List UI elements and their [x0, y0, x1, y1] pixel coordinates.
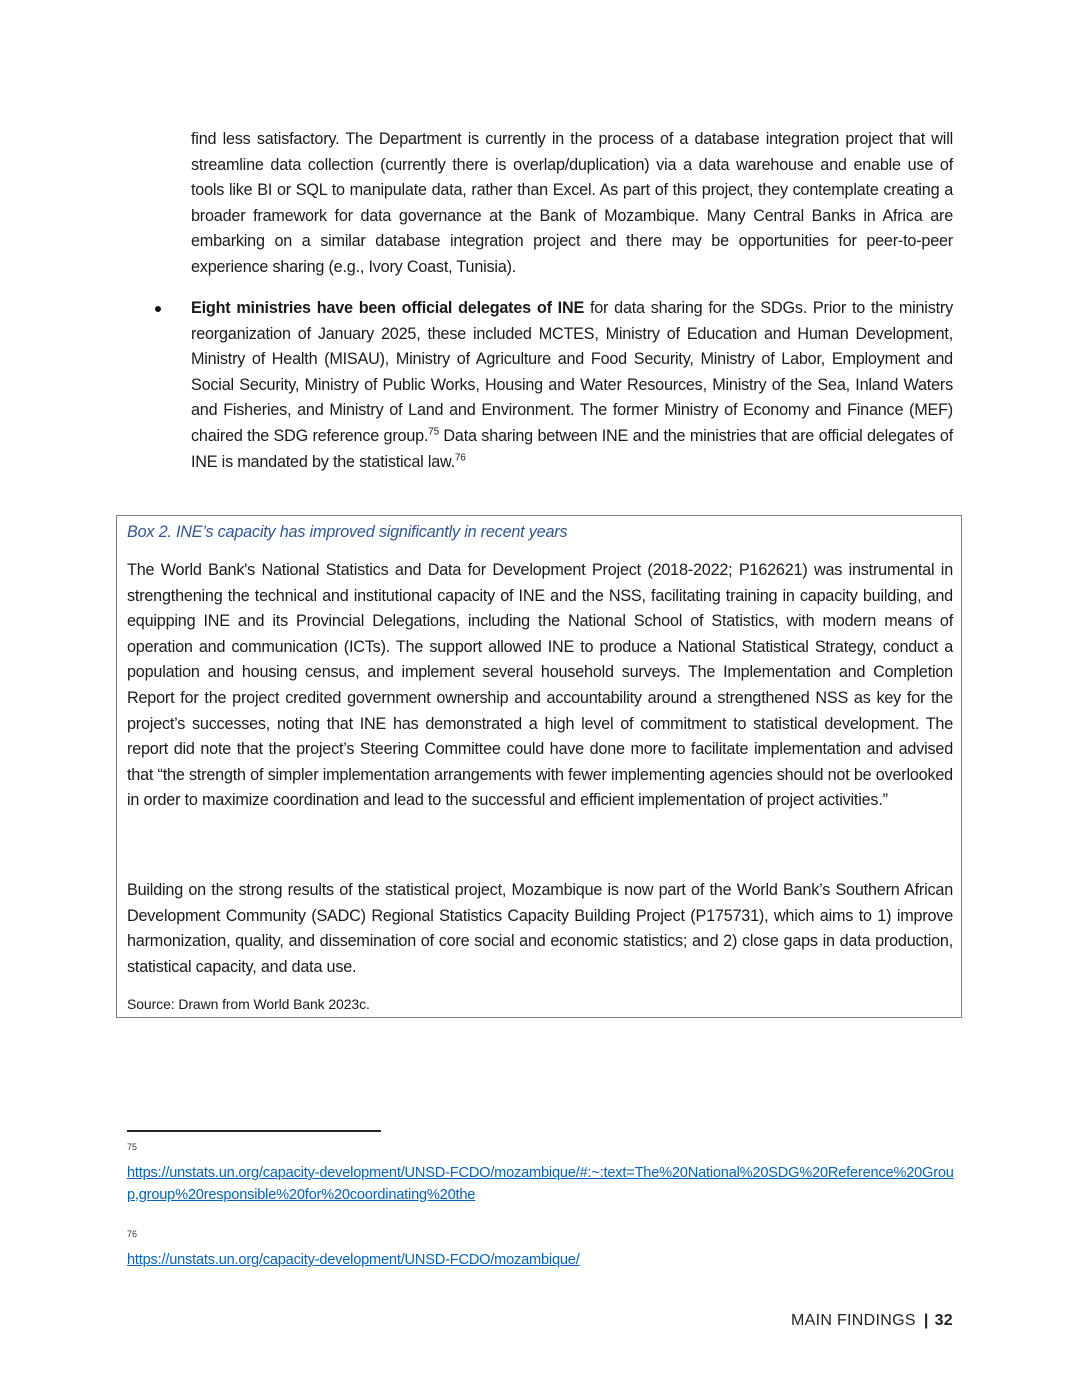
footnote-ref-76[interactable]: 76 — [454, 452, 466, 464]
box-2 — [116, 515, 962, 1018]
bullet-text-part1: for data sharing for the SDGs. Prior to the ministry reorganization of January 2025, these included MCTES, Ministry of Education and Human Development, Ministry of Health (MISAU), Ministry of Agriculture and Food Security, Ministry of Labor, Employment and Social Security, Ministry of Public Works, Housing and Water Resources, Ministry of the Sea, Inland Waters and Fisheries, and Ministry of Land and Environment. The former Ministry of Economy and Finance (MEF) chaired the SDG reference group. — [191, 299, 953, 445]
bullet-text — [191, 296, 953, 475]
footnote-number-75: 75 — [127, 1142, 138, 1152]
bullet-icon — [155, 306, 161, 312]
footnote-separator — [127, 1130, 381, 1132]
box-paragraph-1: The World Bank's National Statistics and Data for Development Project (2018-2022; P162621) was instrumental in strengthening the technical and institutional capacity of INE and the NSS, facilitating training in capacity building, and equipping INE and its Provincial Delegations, including the National School of Statistics, with modern means of operation and communication (ICTs). The support allowed INE to produce a National Statistical Strategy, conduct a population and housing census, and implement several household surveys. The Implementation and Completion Report for the project credited government ownership and accountability around a strengthened NSS as key for the project’s successes, noting that INE has demonstrated a high level of commitment to statistical development. The report did note that the project’s Steering Committee could have done more to facilitate implementation and advised that “the strength of simpler implementation arrangements with fewer implementing agencies should not be overlooked in order to maximize coordination and lead to the successful and efficient implementation of project activities.” — [127, 561, 953, 810]
footer-section: MAIN FINDINGS — [791, 1312, 916, 1329]
box-paragraph-2: Building on the strong results of the statistical project, Mozambique is now part of the World Bank’s Southern African Development Community (SADC) Regional Statistics Capacity Building Project (P175731), which aims to 1) improve harmonization, quality, and dissemination of core social and economic statistics; and 2) close gaps in data production, statistical capacity, and data use. — [127, 881, 953, 976]
page-footer — [791, 1312, 953, 1330]
footer-separator: | — [923, 1312, 929, 1329]
bullet-bold-lead: Eight ministries have been official delegates of INE — [191, 299, 585, 317]
intro-paragraph: find less satisfactory. The Department is currently in the process of a database integration project that will streamline data collection (currently there is overlap/duplication) via a data warehouse and enable use of tools like BI or SQL to manipulate data, rather than Excel. As part of this project, they contemplate creating a broader framework for data governance at the Bank of Mozambique. Many Central Banks in Africa are embarking on a similar database integration project and there may be opportunities for peer-to-peer experience sharing (e.g., Ivory Coast, Tunisia). — [191, 130, 953, 276]
bullet-text-part2: Data sharing between INE and the ministries that are official delegates of INE is mandated by the statistical law. — [191, 426, 953, 471]
footnote-number-76: 76 — [127, 1229, 138, 1239]
box-title: Box 2. INE’s capacity has improved significantly in recent years — [127, 523, 568, 541]
box-source: Source: Drawn from World Bank 2023c. — [127, 996, 370, 1012]
page-number: 32 — [934, 1312, 953, 1329]
footnote-link-76[interactable]: https://unstats.un.org/capacity-development/UNSD-FCDO/mozambique/ — [127, 1252, 580, 1268]
footnote-link-75[interactable]: https://unstats.un.org/capacity-development/UNSD-FCDO/mozambique/#:~:text=The%20National%20SDG%20Reference%20Group,group%20responsible%20for%20coordinating%20the — [127, 1165, 954, 1203]
footnote-ref-75[interactable]: 75 — [428, 426, 439, 438]
